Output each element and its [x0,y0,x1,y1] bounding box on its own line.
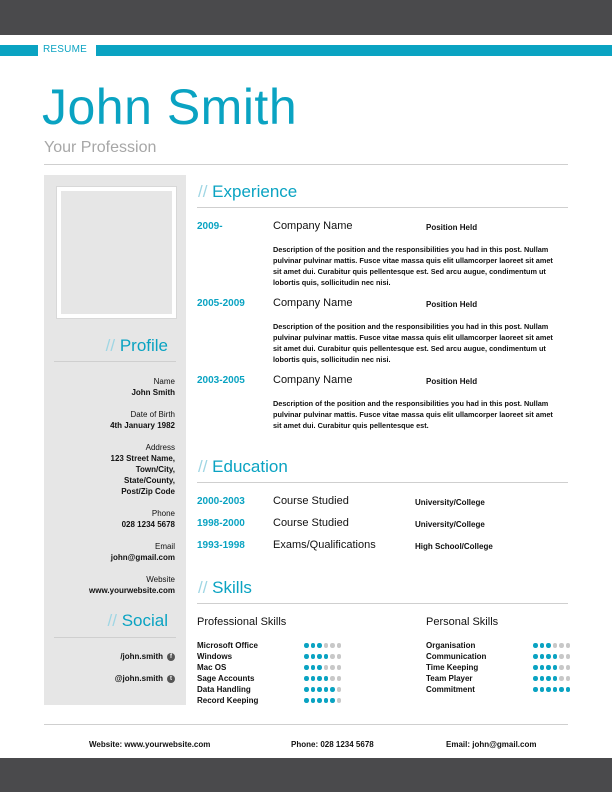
profile-value: john@gmail.com [110,553,175,562]
rating-dot-empty [330,643,335,648]
skill-row [426,662,586,673]
rating-dot-filled [546,654,551,659]
top-bar [0,0,612,35]
skill-name: Time Keeping [426,663,479,672]
rating-dot-filled [546,687,551,692]
rating-dot-filled [540,687,545,692]
skill-rating [533,643,570,648]
skill-rating [304,676,341,681]
rating-dot-filled [553,687,558,692]
rating-dot-empty [566,665,571,670]
skill-name: Microsoft Office [197,641,258,650]
rating-dot-filled [540,654,545,659]
skills-divider [197,603,568,604]
rating-dot-filled [553,654,558,659]
skill-rating [533,676,570,681]
rating-dot-filled [317,654,322,659]
skill-rating [304,698,341,703]
skills-heading [198,578,252,598]
profile-heading-text: Profile [119,336,168,355]
rating-dot-filled [533,643,538,648]
experience-description: Description of the position and the responsibilities you had in this post. Nullam pulvinar pulvinar mattis. Fusce vitae massa quis elit ullamcorper laoreet sit amet sit amet dui. Curabitur quis pellentesque est. Sed arcu augue, condimentum ut lobortis quis, sollicitudin nec nisi. [273,322,553,364]
rating-dot-empty [330,676,335,681]
skill-row [426,684,586,695]
facebook-icon: f [167,653,175,661]
bottom-bar [0,758,612,792]
experience-heading-text: Experience [212,182,298,201]
skill-row [197,662,357,673]
rating-dot-filled [540,665,545,670]
skill-row [197,684,357,695]
skill-name: Commitment [426,685,475,694]
rating-dot-empty [566,643,571,648]
profile-label: Name [153,377,175,386]
heading-slash: // [107,611,122,630]
rating-dot-empty [337,654,342,659]
rating-dot-filled [553,665,558,670]
rating-dot-filled [533,665,538,670]
skill-row [197,640,357,651]
profile-phone [55,508,175,530]
profile-label: Address [145,443,175,452]
skill-row [426,640,586,651]
rating-dot-filled [566,687,571,692]
social-twitter [115,674,175,683]
skill-row [426,673,586,684]
experience-divider [197,207,568,208]
skill-name: Team Player [426,674,473,683]
rating-dot-filled [330,698,335,703]
rating-dot-filled [330,687,335,692]
profile-heading [106,336,168,356]
rating-dot-filled [311,643,316,648]
profile-label: Email [154,542,175,551]
profile-label: Phone [151,509,175,518]
profile-value: 4th January 1982 [110,421,175,430]
candidate-name: John Smith [42,79,298,135]
social-facebook [120,652,175,661]
rating-dot-empty [566,654,571,659]
rating-dot-filled [304,643,309,648]
rating-dot-filled [304,665,309,670]
social-heading [108,611,168,631]
profile-dob [55,409,175,431]
rating-dot-filled [304,654,309,659]
rating-dot-filled [304,687,309,692]
skill-name: Organisation [426,641,476,650]
rating-dot-filled [553,676,558,681]
profile-value: John Smith [131,388,175,397]
profile-divider [54,361,176,362]
rating-dot-filled [540,676,545,681]
heading-slash: // [198,457,213,476]
skill-rating [533,665,570,670]
rating-dot-filled [317,676,322,681]
skill-name: Sage Accounts [197,674,255,683]
rating-dot-filled [317,698,322,703]
rating-dot-filled [324,687,329,692]
rating-dot-filled [546,665,551,670]
skill-row [197,695,357,706]
skill-row [197,651,357,662]
education-course: Course Studied [273,495,349,507]
profile-label: Website [146,575,175,584]
rating-dot-filled [311,654,316,659]
experience-year: 2003-2005 [197,375,245,386]
skill-rating [533,654,570,659]
rating-dot-filled [533,654,538,659]
rating-dot-filled [311,687,316,692]
profile-label: Date of Birth [130,410,175,419]
rating-dot-filled [324,654,329,659]
skill-name: Windows [197,652,233,661]
profile-value: www.yourwebsite.com [89,586,175,595]
rating-dot-empty [330,665,335,670]
rating-dot-filled [304,676,309,681]
skill-row [426,651,586,662]
social-handle: @john.smith [114,674,163,683]
skill-name: Data Handling [197,685,251,694]
profile-website [55,574,175,596]
rating-dot-empty [337,687,342,692]
education-course: Exams/Qualifications [273,539,376,551]
education-divider [197,482,568,483]
skill-rating [304,654,341,659]
experience-company: Company Name [273,220,353,232]
ribbon-left [0,45,38,56]
profile-value: 123 Street Name, Town/City, State/County, Post/Zip Code [110,454,175,496]
rating-dot-filled [324,676,329,681]
rating-dot-filled [324,698,329,703]
rating-dot-empty [324,665,329,670]
skills-heading-text: Skills [212,578,252,597]
skill-rating [533,687,570,692]
skill-name: Communication [426,652,487,661]
education-year: 2000-2003 [197,496,245,507]
heading-slash: // [105,336,120,355]
rating-dot-filled [533,676,538,681]
rating-dot-empty [559,665,564,670]
skill-row [197,673,357,684]
profile-photo-placeholder [57,187,176,318]
experience-position: Position Held [426,300,478,309]
experience-position: Position Held [426,223,478,232]
rating-dot-empty [330,654,335,659]
education-heading [198,457,288,477]
footer-website: Website: www.yourwebsite.com [89,740,211,749]
rating-dot-filled [546,643,551,648]
rating-dot-filled [317,643,322,648]
skill-rating [304,643,341,648]
rating-dot-empty [324,643,329,648]
header-divider [44,164,568,165]
experience-description: Description of the position and the responsibilities you had in this post. Nullam pulvinar pulvinar mattis. Fusce vitae massa quis elit ullamcorper laoreet sit amet sit amet dui. Curabitur quis pellentesque est. [273,399,553,430]
rating-dot-empty [337,676,342,681]
profile-email [55,541,175,563]
social-heading-text: Social [121,611,168,630]
personal-skills-heading: Personal Skills [426,616,499,628]
education-institution: University/College [415,520,485,529]
rating-dot-empty [337,643,342,648]
rating-dot-filled [311,698,316,703]
rating-dot-empty [566,676,571,681]
footer-email: Email: john@gmail.com [446,740,537,749]
profile-address [55,442,175,497]
heading-slash: // [198,578,213,597]
rating-dot-empty [559,654,564,659]
skill-name: Record Keeping [197,696,259,705]
rating-dot-empty [553,643,558,648]
profile-name [55,376,175,398]
experience-heading [198,182,297,202]
education-year: 1993-1998 [197,540,245,551]
rating-dot-filled [311,676,316,681]
experience-year: 2005-2009 [197,298,245,309]
professional-skills-heading: Professional Skills [197,616,287,628]
profile-value: 028 1234 5678 [121,520,175,529]
social-handle: /john.smith [120,652,163,661]
rating-dot-filled [546,676,551,681]
profession: Your Profession [44,139,157,156]
content-bottom-divider [44,724,568,725]
rating-dot-empty [337,698,342,703]
rating-dot-filled [559,687,564,692]
rating-dot-filled [311,665,316,670]
experience-company: Company Name [273,297,353,309]
ribbon-label: RESUME [43,44,87,55]
rating-dot-empty [559,643,564,648]
rating-dot-filled [317,665,322,670]
education-course: Course Studied [273,517,349,529]
social-divider [54,637,176,638]
skill-rating [304,687,341,692]
ribbon-right [96,45,612,56]
skill-rating [304,665,341,670]
footer-phone: Phone: 028 1234 5678 [291,740,374,749]
rating-dot-filled [533,687,538,692]
education-institution: University/College [415,498,485,507]
heading-slash: // [198,182,213,201]
rating-dot-empty [559,676,564,681]
experience-position: Position Held [426,377,478,386]
skill-name: Mac OS [197,663,227,672]
education-year: 1998-2000 [197,518,245,529]
education-heading-text: Education [212,457,288,476]
rating-dot-filled [317,687,322,692]
rating-dot-empty [337,665,342,670]
experience-year: 2009- [197,221,223,232]
experience-description: Description of the position and the responsibilities you had in this post. Nullam pulvinar pulvinar mattis. Fusce vitae massa quis elit ullamcorper laoreet sit amet sit amet dui. Curabitur quis pellentesque est. Sed arcu augue, condimentum ut lobortis quis, sollicitudin nec nisi. [273,245,553,287]
rating-dot-filled [540,643,545,648]
twitter-icon: t [167,675,175,683]
rating-dot-filled [304,698,309,703]
experience-company: Company Name [273,374,353,386]
education-institution: High School/College [415,542,493,551]
